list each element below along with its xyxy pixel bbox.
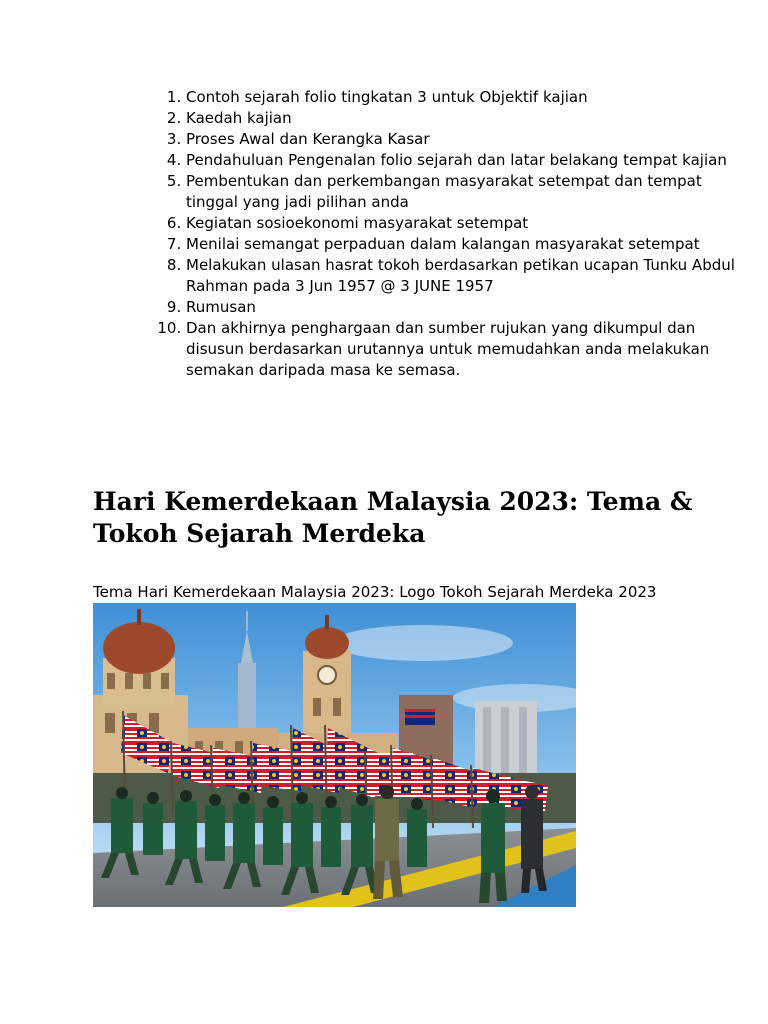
section-heading: Hari Kemerdekaan Malaysia 2023: Tema & Tokoh Sejarah Merdeka <box>93 487 693 548</box>
list-item: 8. Melakukan ulasan hasrat tokoh berdasarkan petikan ucapan Tunku Abdul Rahman pada 3 Jun 1957 @ 3 JUNE 1957 <box>186 255 746 297</box>
list-item: 1. Contoh sejarah folio tingkatan 3 untuk Objektif kajian <box>186 87 746 108</box>
list-item: 6. Kegiatan sosioekonomi masyarakat setempat <box>186 213 746 234</box>
list-item: 10. Dan akhirnya penghargaan dan sumber rujukan yang dikumpul dan disusun berdasarkan urutannya untuk memudahkan anda melakukan semakan daripada masa ke semasa. <box>186 318 746 381</box>
parade-photo <box>93 603 576 907</box>
list-item: 2. Kaedah kajian <box>186 108 746 129</box>
steps-list <box>118 87 746 381</box>
list-item: 4. Pendahuluan Pengenalan folio sejarah dan latar belakang tempat kajian <box>186 150 746 171</box>
list-item: 3. Proses Awal dan Kerangka Kasar <box>186 129 746 150</box>
list-item: 5. Pembentukan dan perkembangan masyarakat setempat dan tempat tinggal yang jadi pilihan anda <box>186 171 746 213</box>
list-item: 9. Rumusan <box>186 297 746 318</box>
list-item: 7. Menilai semangat perpaduan dalam kalangan masyarakat setempat <box>186 234 746 255</box>
image-caption: Tema Hari Kemerdekaan Malaysia 2023: Logo Tokoh Sejarah Merdeka 2023 <box>93 583 657 601</box>
